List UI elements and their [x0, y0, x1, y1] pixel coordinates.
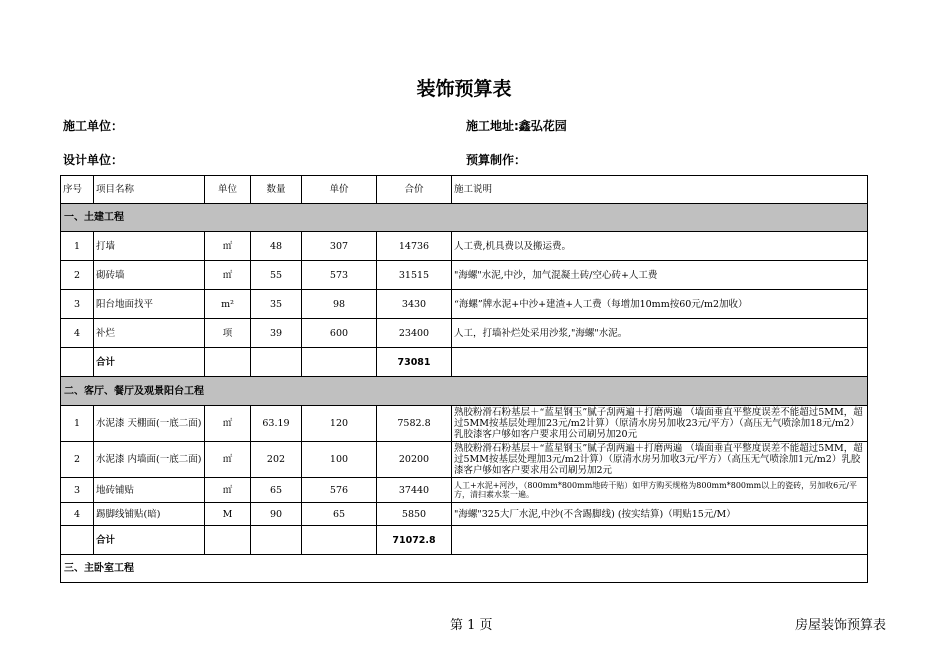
row-no: 3	[61, 478, 94, 503]
row-amount: 23400	[377, 319, 452, 348]
section-title: 二、客厅、餐厅及观景阳台工程	[61, 377, 868, 406]
subtotal-row	[61, 348, 868, 377]
row-no: 2	[61, 442, 94, 478]
row-note: 人工，打墙补烂处采用沙浆,"海螺"水泥。	[452, 319, 868, 348]
row-unit: ㎡	[205, 261, 251, 290]
header-quantity: 数量	[251, 176, 302, 204]
row-qty: 65	[251, 478, 302, 503]
subtotal-amount: 71072.8	[377, 526, 452, 555]
row-price: 98	[302, 290, 377, 319]
row-unit: 项	[205, 319, 251, 348]
table-row	[61, 406, 868, 442]
subtotal-row	[61, 526, 868, 555]
construction-unit-label: 施工单位：	[63, 119, 124, 133]
empty-cell	[251, 348, 302, 377]
row-qty: 202	[251, 442, 302, 478]
footer-document-name: 房屋装饰预算表	[795, 618, 887, 633]
budget-maker-label: 预算制作：	[466, 153, 527, 167]
row-unit: M	[205, 503, 251, 526]
empty-cell	[452, 526, 868, 555]
row-price: 120	[302, 406, 377, 442]
row-note: 熟胶粉滑石粉基层＋“蓝星钢玉”腻子刮两遍＋打磨两遍 （墙面垂直平整度误差不能超过5MM，超过5MM按基层处理加23元/m2计算）（原清水房另加收23元/平方）（高压无气喷涂加18元/m2）乳胶漆客户够如客户要求用公司刷另加20元	[452, 406, 868, 442]
table-row	[61, 442, 868, 478]
table-row	[61, 232, 868, 261]
row-no: 1	[61, 232, 94, 261]
empty-cell	[61, 526, 94, 555]
header-description: 施工说明	[452, 176, 868, 204]
row-qty: 90	[251, 503, 302, 526]
row-price: 100	[302, 442, 377, 478]
row-note: "海螺"325大厂水泥,中沙(不含踢脚线) (按实结算)（明贴15元/M）	[452, 503, 868, 526]
row-amount: 14736	[377, 232, 452, 261]
budget-table	[60, 175, 868, 583]
row-unit: m²	[205, 290, 251, 319]
row-qty: 35	[251, 290, 302, 319]
row-price: 65	[302, 503, 377, 526]
table-row	[61, 319, 868, 348]
table-row	[61, 503, 868, 526]
row-qty: 63.19	[251, 406, 302, 442]
document-title: 装饰预算表	[416, 78, 512, 100]
row-price: 600	[302, 319, 377, 348]
row-name: 踢脚线铺贴(暗)	[94, 503, 205, 526]
row-note: “海螺”牌水泥+中沙+建渣+人工费（每增加10mm按60元/m2加收）	[452, 290, 868, 319]
row-amount: 37440	[377, 478, 452, 503]
row-no: 4	[61, 503, 94, 526]
section-row	[61, 377, 868, 406]
row-qty: 48	[251, 232, 302, 261]
empty-cell	[302, 526, 377, 555]
row-note: 熟胶粉滑石粉基层＋“蓝星钢玉”腻子刮两遍＋打磨两遍 （墙面垂直平整度误差不能超过5MM，超过5MM按基层处理加3元/m2计算）（原清水房另加收3元/平方）（高压无气喷涂加1元/m2）乳胶漆客户够如客户要求用公司刷另加2元	[452, 442, 868, 478]
row-name: 水泥漆 天棚面(一底二面)	[94, 406, 205, 442]
section-title: 一、土建工程	[61, 204, 868, 232]
row-amount: 3430	[377, 290, 452, 319]
row-name: 水泥漆 内墙面(一底二面)	[94, 442, 205, 478]
row-no: 3	[61, 290, 94, 319]
row-unit: ㎡	[205, 478, 251, 503]
row-name: 地砖铺贴	[94, 478, 205, 503]
row-amount: 20200	[377, 442, 452, 478]
row-note: 人工+水泥+河沙，（800mm*800mm地砖干贴）如甲方购买规格为800mm*800mm以上的瓷砖，另加收6元/平方，清扫素水浆一遍。	[452, 478, 868, 503]
empty-cell	[302, 348, 377, 377]
construction-address-label: 施工地址:鑫弘花园	[466, 119, 567, 133]
row-name: 补烂	[94, 319, 205, 348]
row-amount: 5850	[377, 503, 452, 526]
page-number: 第 1 页	[450, 618, 493, 633]
row-name: 阳台地面找平	[94, 290, 205, 319]
section-row	[61, 204, 868, 232]
empty-cell	[251, 526, 302, 555]
row-price: 307	[302, 232, 377, 261]
row-price: 576	[302, 478, 377, 503]
header-item-name: 项目名称	[94, 176, 205, 204]
row-amount: 31515	[377, 261, 452, 290]
row-amount: 7582.8	[377, 406, 452, 442]
row-unit: ㎡	[205, 232, 251, 261]
header-no: 序号	[61, 176, 94, 204]
row-no: 1	[61, 406, 94, 442]
header-unit-price: 单价	[302, 176, 377, 204]
row-unit: ㎡	[205, 406, 251, 442]
table-row	[61, 290, 868, 319]
row-unit: ㎡	[205, 442, 251, 478]
row-name: 打墙	[94, 232, 205, 261]
design-unit-label: 设计单位：	[63, 153, 124, 167]
row-qty: 55	[251, 261, 302, 290]
header-unit: 单位	[205, 176, 251, 204]
table-header-row	[61, 176, 868, 204]
section-title: 三、主卧室工程	[61, 555, 868, 583]
subtotal-label: 合计	[94, 348, 205, 377]
row-qty: 39	[251, 319, 302, 348]
table-row	[61, 478, 868, 503]
header-amount: 合价	[377, 176, 452, 204]
empty-cell	[205, 526, 251, 555]
table-row	[61, 261, 868, 290]
row-price: 573	[302, 261, 377, 290]
empty-cell	[205, 348, 251, 377]
row-no: 2	[61, 261, 94, 290]
subtotal-label: 合计	[94, 526, 205, 555]
empty-cell	[452, 348, 868, 377]
row-no: 4	[61, 319, 94, 348]
section-row	[61, 555, 868, 583]
row-note: "海螺"水泥,中沙，加气混凝土砖/空心砖+人工费	[452, 261, 868, 290]
empty-cell	[61, 348, 94, 377]
subtotal-amount: 73081	[377, 348, 452, 377]
row-note: 人工费,机具费以及搬运费。	[452, 232, 868, 261]
row-name: 砌砖墙	[94, 261, 205, 290]
